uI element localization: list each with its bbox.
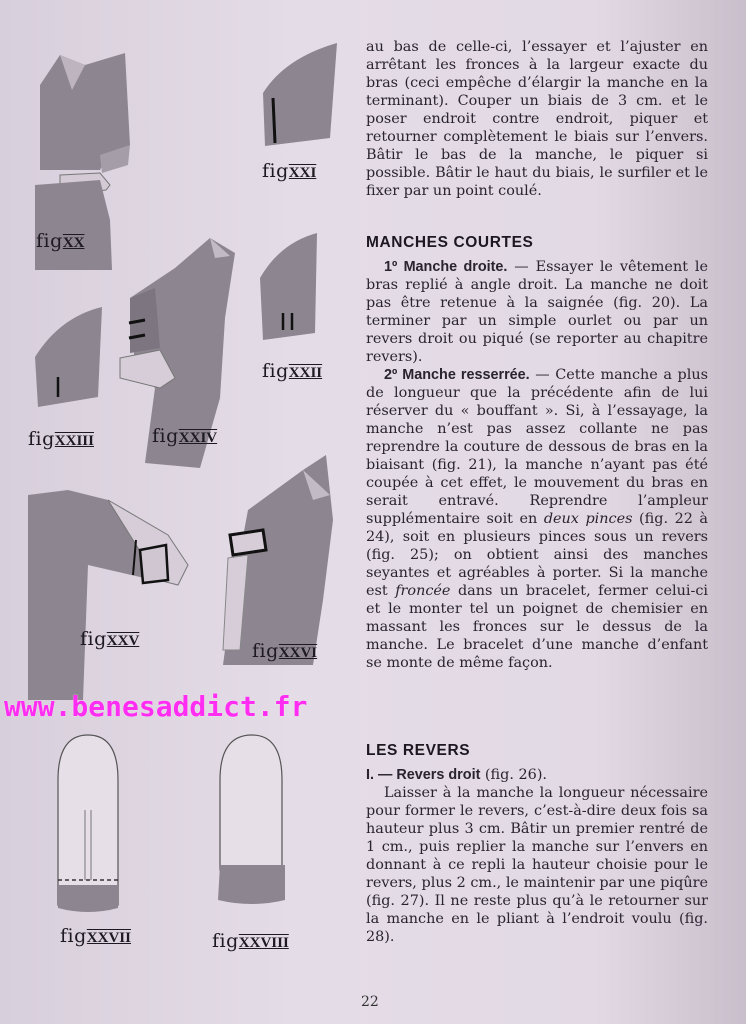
figure-27-caption: figXXVII [60, 925, 131, 947]
figure-21-illustration [255, 38, 345, 153]
figure-25-illustration [28, 485, 193, 700]
paragraph-manche-resserree [366, 366, 708, 672]
figure-28-illustration [210, 730, 290, 910]
watermark-text: www.benesaddict.fr [4, 690, 308, 723]
paragraph-manche-droite [366, 258, 708, 366]
revers-droit-fig-ref: (fig. 26). [480, 767, 548, 783]
paragraph-revers-droit: Laisser à la manche la longueur nécessaire pour former le revers, c’est-à-dire deux fois sa hauteur plus 3 cm. Bâtir un premier rentré de 1 cm., puis replier la manche sur l’envers en donnant à ce repli la hauteur choisie pour le revers, plus 2 cm., le maintenir par une piqûre (fig. 27). Il ne reste plus qu’à le retourner sur la manche en le pliant à l’endroit voulu (fig. 28). [366, 785, 708, 945]
section-manches-courtes [366, 234, 708, 672]
figure-28-caption: figXXVIII [212, 930, 289, 952]
manche-resserree-body-c: dans un bracelet, fermer celui-ci et le monter tel un poignet de chemisier en massant les fronces sur le dessus de la manche. Le bracelet d’une manche d’enfant se monte de même façon. [366, 583, 708, 671]
figure-26-illustration [218, 450, 338, 670]
subheading-revers-droit: I. — Revers droit [366, 767, 481, 783]
figure-23-illustration [30, 302, 110, 412]
figure-27-illustration [50, 730, 125, 915]
heading-les-revers: LES REVERS [366, 742, 471, 759]
figure-26-caption: figXXVI [252, 640, 318, 662]
manche-resserree-body-a: — Cette manche a plus de longueur que la précédente afin de lui réserver du « bouffant ». Si, à l’essayage, la manche n’est pas assez collante ne pas reprendre la couture de dessous de bras en la biaisant (fig. 21), la manche n’ayant pas été coupée à cet effet, le mouvement du bras en serait entravé. Reprendre l’ampleur supplémentaire soit en [366, 367, 709, 527]
italic-deux-pinces: deux pinces [543, 511, 633, 527]
figure-21-caption: figXXI [262, 160, 317, 182]
figure-22-illustration [255, 228, 325, 343]
page-number: 22 [361, 994, 379, 1010]
subheading-manche-droite: 1º Manche droite. [384, 259, 508, 275]
italic-froncee: froncée [395, 583, 451, 599]
subheading-revers-droit-line [366, 766, 708, 784]
manche-resserree-body-b: (fig. 22 à 24), soit en plusieurs pinces sous un revers (fig. 25); on obtient ainsi des manches seyantes et agréables à porter. Si la manche est [366, 511, 709, 599]
figure-23-caption: figXXIII [28, 428, 94, 450]
text-column [366, 38, 708, 200]
figure-20-caption: figXX [36, 230, 85, 252]
manche-droite-body: — Essayer le vêtement le bras replié à angle droit. La manche ne doit pas être retenue à la saignée (fig. 20). La terminer par un simple ourlet ou par un revers droit ou piqué (se reporter au chapitre revers). [366, 259, 708, 365]
subheading-manche-resserree: 2º Manche resserrée. [384, 367, 530, 383]
heading-manches-courtes: MANCHES COURTES [366, 234, 534, 251]
intro-paragraph: au bas de celle-ci, l’essayer et l’ajuster en arrêtant les fronces à la largeur exacte du bras (ceci empêche d’élargir la manche en la terminant). Couper un biais de 3 cm. et le poser endroit contre endroit, piquer et retourner complètement le biais sur l’envers. Bâtir le bas de la manche, le piquer si possible. Bâtir le haut du biais, le surfiler et le fixer par un point coulé. [366, 39, 708, 199]
section-les-revers [366, 742, 708, 946]
figure-24-caption: figXXIV [152, 425, 218, 447]
figure-22-caption: figXXII [262, 360, 323, 382]
figure-25-caption: figXXV [80, 628, 140, 650]
